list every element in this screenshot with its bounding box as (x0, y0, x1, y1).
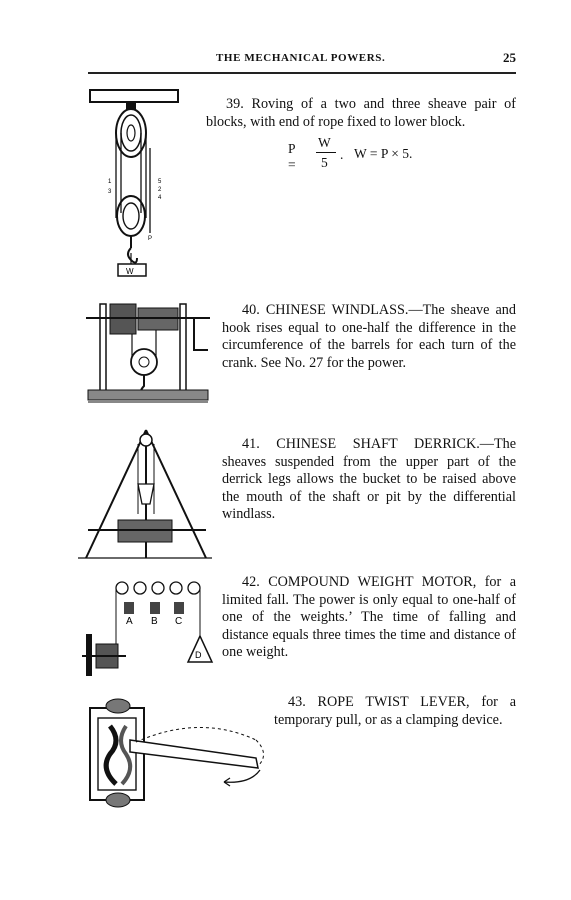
formula-p-lhs: P = (288, 141, 296, 172)
section-heading: ROPE TWIST LEVER, (317, 694, 470, 710)
header-title: THE MECHANICAL POWERS. (216, 52, 386, 64)
fig39-rope-label: 4 (158, 195, 162, 201)
section-41 (222, 436, 516, 524)
section-heading: COMPOUND WEIGHT MOTOR, (268, 574, 477, 590)
fig42-weight-label: C (175, 616, 183, 627)
formula-dot: . (340, 147, 344, 162)
formula-numerator: W (318, 135, 331, 150)
fig42-load-label: D (195, 650, 202, 660)
formula-w-eq: W = P × 5. (354, 146, 413, 161)
section-heading: CHINESE WINDLASS. (265, 302, 409, 318)
section-text: —The sheave and hook rises equal to one-half the difference in the circumference of the barrels for each turn of the crank. See No. 27 for the power. (222, 302, 516, 371)
fig42-weight-label: B (151, 616, 158, 627)
fig39-rope-label: 2 (158, 187, 162, 193)
formula-denominator: 5 (321, 155, 328, 170)
section-40 (222, 302, 516, 372)
fig39-rope-label: 5 (158, 179, 162, 185)
section-text: —The sheaves suspended from the upper part of the derrick legs allows the bucket to be raised above the mouth of the shaft or pit by the differential windlass. (222, 436, 517, 523)
section-number: 41. (242, 436, 260, 452)
section-42 (222, 574, 516, 662)
section-number: 42. (242, 574, 260, 590)
figure-40-chinese-windlass (86, 294, 218, 414)
figure-39-pulley-blocks (88, 88, 188, 288)
fig39-rope-label: 1 (108, 179, 112, 185)
fig39-power-label: P (148, 236, 153, 242)
page-number: 25 (503, 50, 516, 65)
fig39-rope-label: 3 (108, 189, 112, 195)
fig42-weight-label: A (126, 616, 133, 627)
figure-43-rope-twist-lever (80, 696, 270, 810)
fraction-bar (316, 152, 336, 153)
section-text: Roving of a two and three sheave pair of blocks, with end of rope fixed to lower block. (206, 96, 517, 130)
section-text: for a temporary pull, or as a clamping device. (274, 694, 516, 728)
section-number: 40. (242, 302, 260, 318)
section-number: 43. (288, 694, 306, 710)
running-header (88, 50, 518, 70)
section-number: 39. (226, 96, 244, 112)
header-rule (88, 72, 516, 74)
figure-42-compound-weight-motor (82, 578, 220, 680)
section-text: for a limited fall. The power is only equal to one-half of one of the weights.’ The time of falling and distance equals three times the time and distance of one weight. (222, 574, 516, 661)
section-39 (206, 96, 516, 131)
fig39-weight-label: W (126, 267, 134, 276)
figure-41-shaft-derrick (78, 424, 212, 564)
section-heading: CHINESE SHAFT DERRICK. (276, 436, 480, 452)
section-43 (274, 694, 516, 729)
